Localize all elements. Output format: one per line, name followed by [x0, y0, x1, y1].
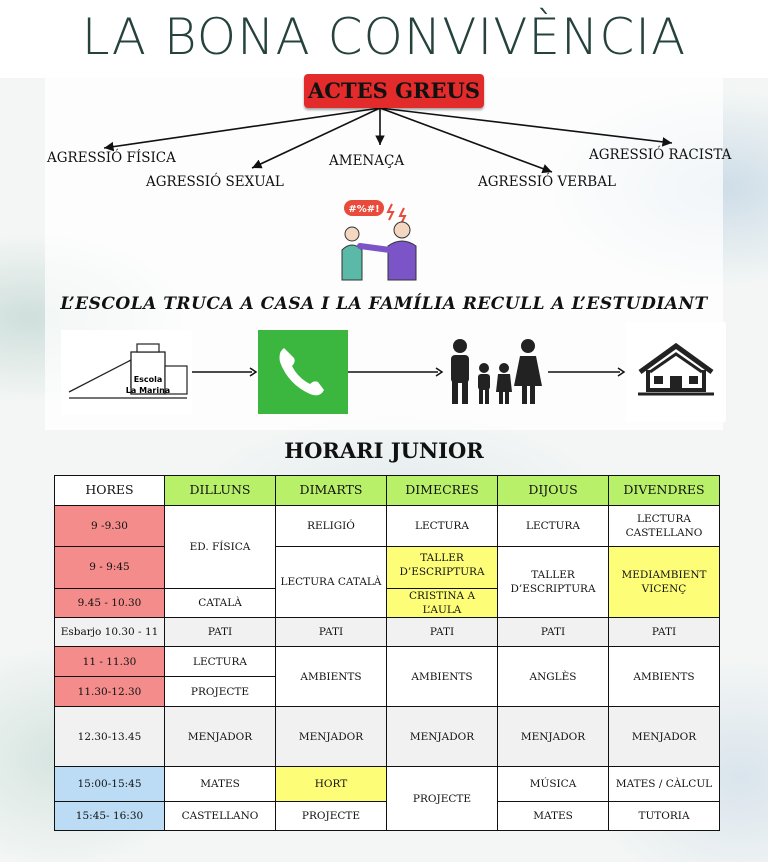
schedule-cell: PATI: [609, 618, 720, 647]
table-row: [55, 476, 720, 506]
header-dimecres: DIMECRES: [387, 476, 498, 506]
act-sexual: AGRESSIÓ SEXUAL: [146, 174, 284, 190]
time-cell: 15:00-15:45: [55, 767, 165, 802]
table-row: [55, 547, 720, 589]
schedule-cell: ED. FÍSICA: [165, 506, 276, 589]
schedule-cell: TALLER D’ESCRIPTURA: [387, 547, 498, 589]
table-row: [55, 707, 720, 767]
school-image: [61, 330, 192, 415]
schedule-cell: MATES / CÀLCUL: [609, 767, 720, 802]
schedule-cell: RELIGIÓ: [276, 506, 387, 547]
family-icon: [444, 336, 548, 408]
schedule-cell: PATI: [387, 618, 498, 647]
page-title: LA BONA CONVIVÈNCIA: [81, 8, 687, 66]
schedule-cell: LECTURA CATALÀ: [276, 547, 387, 618]
home-image: [626, 322, 726, 422]
time-cell: 9.45 - 10.30: [55, 589, 165, 618]
schedule-cell: CATALÀ: [165, 589, 276, 618]
victim-figure: [342, 245, 362, 280]
time-cell: 15:45- 16:30: [55, 802, 165, 831]
act-verbal: AGRESSIÓ VERBAL: [478, 174, 616, 190]
time-cell: Esbarjo 10.30 - 11: [55, 618, 165, 647]
schedule-cell: CRISTINA A L’AULA: [387, 589, 498, 618]
table-row: [55, 647, 720, 677]
act-racist: AGRESSIÓ RACISTA: [589, 147, 732, 163]
schedule-cell: AMBIENTS: [387, 647, 498, 707]
schedule-cell: LECTURA CASTELLANO: [609, 506, 720, 547]
table-row: [55, 618, 720, 647]
header-dijous: DIJOUS: [498, 476, 609, 506]
serious-acts-badge: ACTES GREUS: [304, 74, 484, 108]
schedule-cell: AMBIENTS: [276, 647, 387, 707]
school-sign-line2: La Marina: [125, 386, 171, 395]
arrow-2: [348, 365, 444, 379]
arrow-1: [192, 365, 258, 379]
schedule-cell: PROJECTE: [387, 767, 498, 831]
schedule-cell: MENJADOR: [498, 707, 609, 767]
aggressor-figure: [388, 241, 416, 280]
header-dimarts: DIMARTS: [276, 476, 387, 506]
schedule-cell: MENJADOR: [276, 707, 387, 767]
schedule-cell: MÚSICA: [498, 767, 609, 802]
schedule-cell: MENJADOR: [165, 707, 276, 767]
speech-text: #%#!: [348, 204, 380, 215]
schedule-cell: MATES: [498, 802, 609, 831]
conflict-illustration: [330, 198, 430, 282]
schedule-cell: PATI: [276, 618, 387, 647]
schedule-cell: CASTELLANO: [165, 802, 276, 831]
table-row: [55, 506, 720, 547]
schedule-cell: PROJECTE: [276, 802, 387, 831]
header-hores: HORES: [55, 476, 165, 506]
schedule-cell: TALLER D’ESCRIPTURA: [498, 547, 609, 618]
arrow-3: [548, 365, 626, 379]
schedule-cell: AMBIENTS: [609, 647, 720, 707]
schedule-cell: HORT: [276, 767, 387, 802]
schedule-cell: PATI: [165, 618, 276, 647]
header-divendres: DIVENDRES: [609, 476, 720, 506]
house-icon: [626, 322, 726, 422]
schedule-cell: MATES: [165, 767, 276, 802]
schedule-cell: PATI: [498, 618, 609, 647]
schedule-cell: PROJECTE: [165, 677, 276, 707]
act-threat: AMENAÇA: [329, 153, 405, 169]
time-cell: 11.30-12.30: [55, 677, 165, 707]
time-cell: 12.30-13.45: [55, 707, 165, 767]
time-cell: 9 -9.30: [55, 506, 165, 547]
anger-icon: [388, 204, 393, 220]
table-row: [55, 767, 720, 802]
schedule-cell: LECTURA: [387, 506, 498, 547]
schedule-cell: MEDIAMBIENT VICENÇ: [609, 547, 720, 618]
schedule-table: [54, 475, 720, 831]
act-physical: AGRESSIÓ FÍSICA: [47, 150, 176, 166]
schedule-cell: ANGLÈS: [498, 647, 609, 707]
school-message: L’ESCOLA TRUCA A CASA I LA FAMÍLIA RECULL A L’ESTUDIANT: [60, 294, 708, 314]
school-sign-line1: Escola: [133, 375, 163, 384]
schedule-cell: LECTURA: [165, 647, 276, 677]
header-dilluns: DILLUNS: [165, 476, 276, 506]
schedule-cell: MENJADOR: [387, 707, 498, 767]
schedule-cell: MENJADOR: [609, 707, 720, 767]
schedule-cell: TUTORIA: [609, 802, 720, 831]
time-cell: 11 - 11.30: [55, 647, 165, 677]
schedule-cell: LECTURA: [498, 506, 609, 547]
schedule-title: HORARI JUNIOR: [284, 438, 484, 463]
phone-icon: [258, 330, 348, 414]
time-cell: 9 - 9:45: [55, 547, 165, 589]
